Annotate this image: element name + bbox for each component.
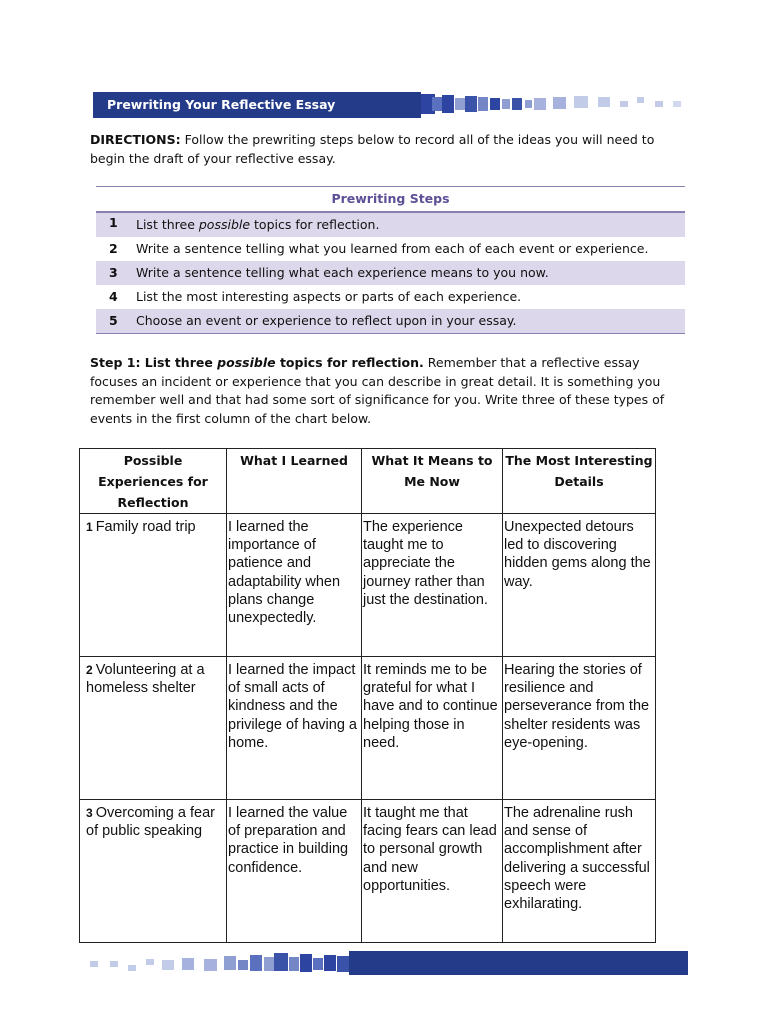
step1-heading: Step 1: List three possible topics for reflection. — [90, 355, 424, 370]
means-cell[interactable]: It taught me that facing fears can lead to personal growth and new opportunities. — [362, 800, 503, 943]
step-row — [96, 237, 685, 261]
directions-label: DIRECTIONS: — [90, 132, 181, 147]
directions-paragraph — [90, 130, 690, 168]
learned-cell[interactable]: I learned the impact of small acts of kindness and the privilege of having a home. — [227, 657, 362, 800]
experience-text: Volunteering at a homeless shelter — [86, 662, 205, 697]
experience-cell[interactable] — [80, 657, 227, 800]
means-cell[interactable]: The experience taught me to appreciate the journey rather than just the destination. — [362, 514, 503, 657]
directions-text: Follow the prewriting steps below to record all of the ideas you will need to begin the draft of your reflective essay. — [90, 132, 655, 166]
step-text: Write a sentence telling what you learned from each of each event or experience. — [136, 241, 649, 256]
means-cell[interactable]: It reminds me to be grateful for what I have and to continue helping those in need. — [362, 657, 503, 800]
details-cell[interactable]: Unexpected detours led to discovering hidden gems along the way. — [503, 514, 656, 657]
chart-header: The Most Interesting Details — [503, 449, 656, 514]
experience-cell[interactable] — [80, 514, 227, 657]
row-number: 1 — [86, 520, 93, 534]
header-banner — [93, 92, 421, 118]
step-number: 4 — [109, 289, 118, 304]
row-number: 2 — [86, 663, 93, 677]
step-text: Write a sentence telling what each experience means to you now. — [136, 265, 549, 280]
page-title: Prewriting Your Reflective Essay — [107, 97, 336, 112]
step-text: Choose an event or experience to reflect upon in your essay. — [136, 313, 517, 328]
experience-text: Overcoming a fear of public speaking — [86, 805, 215, 840]
chart-header: What I Learned — [227, 449, 362, 514]
step-row — [96, 285, 685, 309]
details-cell[interactable]: Hearing the stories of resilience and perseverance from the shelter residents was eye-opening. — [503, 657, 656, 800]
step-number: 2 — [109, 241, 118, 256]
chart-header: Possible Experiences for Reflection — [80, 449, 227, 514]
step-number: 3 — [109, 265, 118, 280]
experience-text: Family road trip — [95, 519, 196, 535]
table-row — [80, 657, 656, 800]
learned-cell[interactable]: I learned the importance of patience and adaptability when plans change unexpectedly. — [227, 514, 362, 657]
step1-instructions — [90, 354, 690, 428]
details-cell[interactable]: The adrenaline rush and sense of accomplishment after delivering a successful speech were exhilarating. — [503, 800, 656, 943]
steps-heading: Prewriting Steps — [96, 186, 685, 213]
footer-bar — [349, 951, 688, 975]
prewriting-steps-table — [96, 186, 685, 334]
table-row — [80, 514, 656, 657]
step-text: List the most interesting aspects or parts of each experience. — [136, 289, 522, 304]
step-row — [96, 261, 685, 285]
step-number: 1 — [109, 215, 118, 230]
step-row — [96, 213, 685, 237]
chart-header: What It Means to Me Now — [362, 449, 503, 514]
step-number: 5 — [109, 313, 118, 328]
chart-header-row — [80, 449, 656, 514]
reflection-chart — [79, 448, 656, 943]
step1-text: Remember that a reflective essay focuses an incident or experience that you can describe in great detail. It is something you remember well and that had some sort of significance for you. Write three of these types of events in the first column of the chart below. — [90, 355, 665, 426]
row-number: 3 — [86, 806, 93, 820]
table-row — [80, 800, 656, 943]
learned-cell[interactable]: I learned the value of preparation and practice in building confidence. — [227, 800, 362, 943]
step-row — [96, 309, 685, 334]
experience-cell[interactable] — [80, 800, 227, 943]
step-text: List three possible topics for reflection. — [136, 217, 380, 232]
